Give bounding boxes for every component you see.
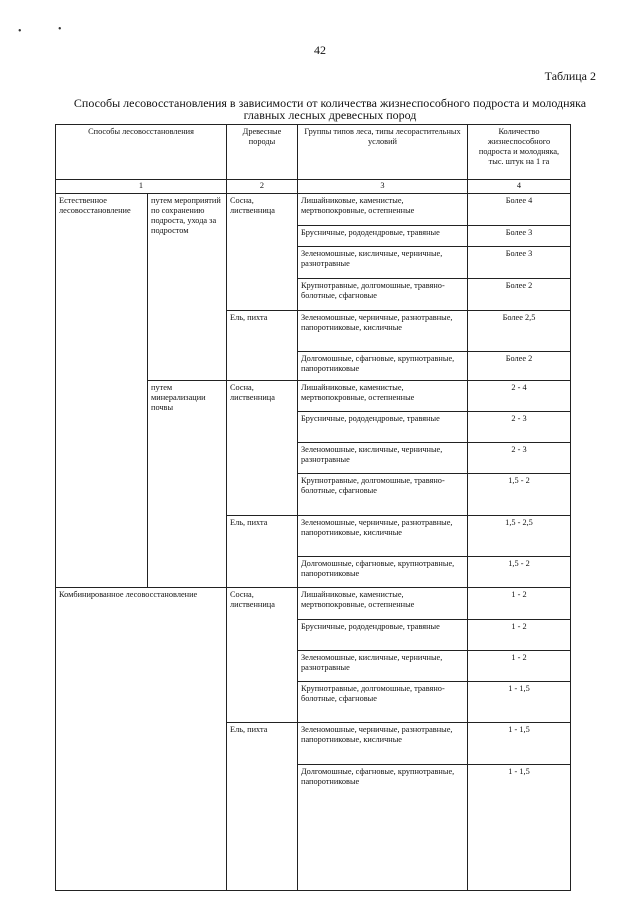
- col-number: 1: [56, 180, 227, 194]
- species-pine-larch: Сосна, лиственница: [227, 588, 298, 723]
- scan-speck: •: [58, 24, 62, 35]
- submethod-preserve: путем мероприятий по сохранению подроста, ухода за подростом: [148, 194, 227, 381]
- species-spruce-fir: Ель, пихта: [227, 516, 298, 588]
- forest-group-cell: Брусничные, рододендровые, травяные: [298, 226, 468, 247]
- forest-group-cell: Долгомошные, сфагновые, крупнотравные, папоротниковые: [298, 765, 468, 891]
- forest-group-cell: Долгомошные, сфагновые, крупнотравные, папоротниковые: [298, 352, 468, 381]
- forest-group-cell: Зеленомошные, кисличные, черничные, разнотравные: [298, 247, 468, 279]
- table-label: Таблица 2: [544, 69, 596, 83]
- page-number: 42: [314, 43, 326, 57]
- quantity-cell: 1,5 - 2: [468, 557, 571, 588]
- header-species: Древесные породы: [227, 125, 298, 180]
- table-title-line: главных лесных древесных пород: [243, 108, 417, 122]
- table-title: [40, 97, 620, 121]
- quantity-cell: 1,5 - 2: [468, 474, 571, 516]
- quantity-cell: Более 3: [468, 226, 571, 247]
- quantity-cell: 1 - 2: [468, 588, 571, 620]
- species-pine-larch: Сосна, лиственница: [227, 381, 298, 516]
- species-spruce-fir: Ель, пихта: [227, 311, 298, 381]
- quantity-cell: Более 2: [468, 279, 571, 311]
- species-spruce-fir: Ель, пихта: [227, 723, 298, 891]
- method-natural: Естественное лесовосстановление: [56, 194, 148, 588]
- quantity-cell: Более 4: [468, 194, 571, 226]
- quantity-cell: 1,5 - 2,5: [468, 516, 571, 557]
- quantity-cell: 2 - 3: [468, 443, 571, 474]
- species-pine-larch: Сосна, лиственница: [227, 194, 298, 311]
- quantity-cell: 1 - 1,5: [468, 723, 571, 765]
- quantity-cell: 1 - 2: [468, 651, 571, 682]
- quantity-cell: 1 - 1,5: [468, 682, 571, 723]
- forest-group-cell: Зеленомошные, кисличные, черничные, разнотравные: [298, 651, 468, 682]
- forest-group-cell: Крупнотравные, долгомошные, травяно-болотные, сфагновые: [298, 682, 468, 723]
- scan-speck: •: [18, 26, 22, 37]
- method-combined: Комбинированное лесовосстановление: [56, 588, 227, 891]
- forest-group-cell: Брусничные, рододендровые, травяные: [298, 412, 468, 443]
- quantity-cell: 2 - 3: [468, 412, 571, 443]
- forest-group-cell: Зеленомошные, черничные, разнотравные, папоротниковые, кисличные: [298, 723, 468, 765]
- col-number: 3: [298, 180, 468, 194]
- header-quantity: Количество жизнеспособного подроста и молодняка, тыс. штук на 1 га: [468, 125, 571, 180]
- quantity-cell: Более 2,5: [468, 311, 571, 352]
- forest-group-cell: Зеленомошные, черничные, разнотравные, папоротниковые, кисличные: [298, 516, 468, 557]
- quantity-cell: 1 - 1,5: [468, 765, 571, 891]
- header-forest-groups: Группы типов леса, типы лесорастительных условий: [298, 125, 468, 180]
- quantity-cell: Более 3: [468, 247, 571, 279]
- submethod-mineralization: путем минерализации почвы: [148, 381, 227, 588]
- forest-group-cell: Лишайниковые, каменистые, мертвопокровные, остепненные: [298, 588, 468, 620]
- quantity-cell: 2 - 4: [468, 381, 571, 412]
- forest-group-cell: Крупнотравные, долгомошные, травяно-болотные, сфагновые: [298, 279, 468, 311]
- quantity-cell: 1 - 2: [468, 620, 571, 651]
- forest-group-cell: Долгомошные, сфагновые, крупнотравные, папоротниковые: [298, 557, 468, 588]
- col-number: 4: [468, 180, 571, 194]
- forest-group-cell: Брусничные, рододендровые, травяные: [298, 620, 468, 651]
- table-title-line: Способы лесовосстановления в зависимости от количества жизнеспособного подроста и молодняка: [73, 96, 587, 110]
- forest-group-cell: Крупнотравные, долгомошные, травяно-болотные, сфагновые: [298, 474, 468, 516]
- forest-group-cell: Зеленомошные, черничные, разнотравные, папоротниковые, кисличные: [298, 311, 468, 352]
- header-method: Способы лесовосстановления: [56, 125, 227, 180]
- quantity-cell: Более 2: [468, 352, 571, 381]
- forest-group-cell: Зеленомошные, кисличные, черничные, разнотравные: [298, 443, 468, 474]
- col-number: 2: [227, 180, 298, 194]
- forest-group-cell: Лишайниковые, каменистые, мертвопокровные, остепненные: [298, 194, 468, 226]
- forest-group-cell: Лишайниковые, каменистые, мертвопокровные, остепненные: [298, 381, 468, 412]
- reforestation-table: [55, 124, 571, 891]
